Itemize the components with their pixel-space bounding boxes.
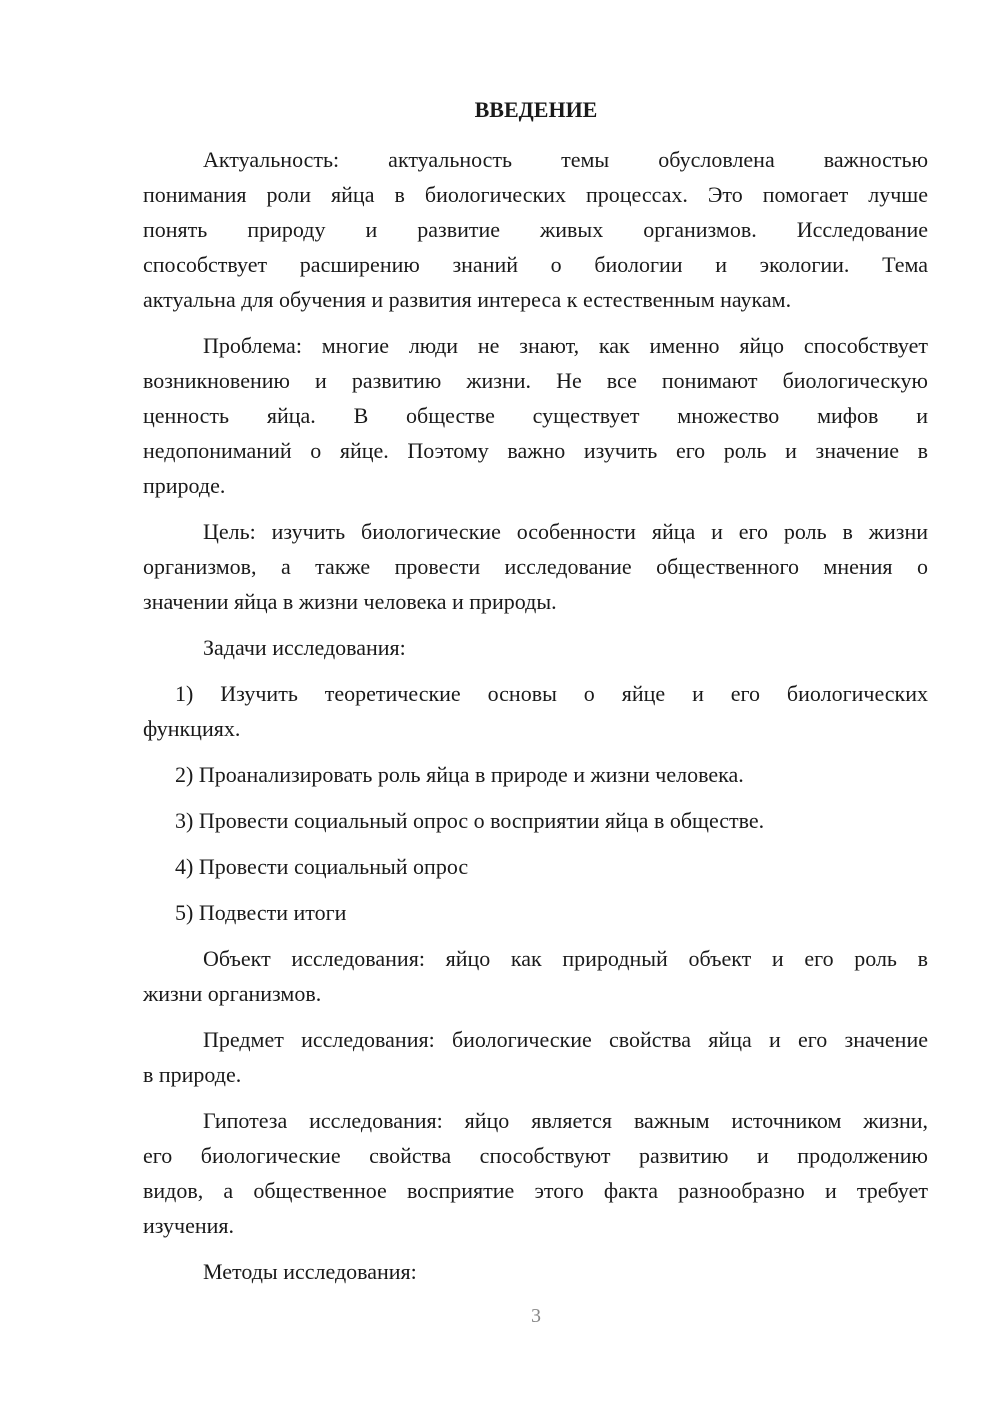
problem-paragraph [143,328,928,503]
text-line: 3) Провести социальный опрос о восприятии яйца в обществе. [175,808,765,833]
text-line: Предмет исследования: биологические свойства яйца и его значение [203,1027,928,1052]
text-line: значении яйца в жизни человека и природы. [143,589,557,614]
text-line: организмов, а также провести исследование общественного мнения о [143,554,928,579]
object-paragraph [143,941,928,1011]
text-line: 1) Изучить теоретические основы о яйце и его биологических [175,681,928,706]
task-item-4 [143,849,928,884]
section-title: ВВЕДЕНИЕ [474,97,598,122]
text-line: изучения. [143,1213,234,1238]
hypothesis-paragraph [143,1103,928,1243]
text-line: Актуальность: актуальность темы обусловлена важностью [203,147,928,172]
text-line: Задачи исследования: [203,635,406,660]
task-item-3 [143,803,928,838]
text-line: понимания роли яйца в биологических процессах. Это помогает лучше [143,182,928,207]
text-line: 2) Проанализировать роль яйца в природе и жизни человека. [175,762,744,787]
text-line: ценность яйца. В обществе существует множество мифов и [143,403,928,428]
task-item-1 [143,676,928,746]
text-line: Методы исследования: [203,1259,417,1284]
methods-heading [143,1254,928,1289]
text-line: видов, а общественное восприятие этого факта разнообразно и требует [143,1178,928,1203]
text-line: актуальна для обучения и развития интереса к естественным наукам. [143,287,792,312]
tasks-heading [143,630,928,665]
subject-paragraph [143,1022,928,1092]
relevance-paragraph [143,142,928,317]
text-line: понять природу и развитие живых организмов. Исследование [143,217,928,242]
text-line: Цель: изучить биологические особенности яйца и его роль в жизни [203,519,928,544]
text-line: функциях. [143,716,241,741]
document-body [143,142,928,1300]
text-line: Гипотеза исследования: яйцо является важным источником жизни, [203,1108,928,1133]
task-item-2 [143,757,928,792]
text-line: возникновению и развитию жизни. Не все понимают биологическую [143,368,928,393]
task-item-5 [143,895,928,930]
text-line: 4) Провести социальный опрос [175,854,469,879]
text-line: 5) Подвести итоги [175,900,347,925]
text-line: недопониманий о яйце. Поэтому важно изучить его роль и значение в [143,438,928,463]
page-number: 3 [531,1305,541,1327]
text-line: способствует расширению знаний о биологии и экологии. Тема [143,252,928,277]
text-line: Объект исследования: яйцо как природный объект и его роль в [203,946,928,971]
text-line: жизни организмов. [143,981,322,1006]
text-line: в природе. [143,1062,242,1087]
goal-paragraph [143,514,928,619]
text-line: Проблема: многие люди не знают, как именно яйцо способствует [203,333,928,358]
text-line: природе. [143,473,226,498]
text-line: его биологические свойства способствуют развитию и продолжению [143,1143,928,1168]
